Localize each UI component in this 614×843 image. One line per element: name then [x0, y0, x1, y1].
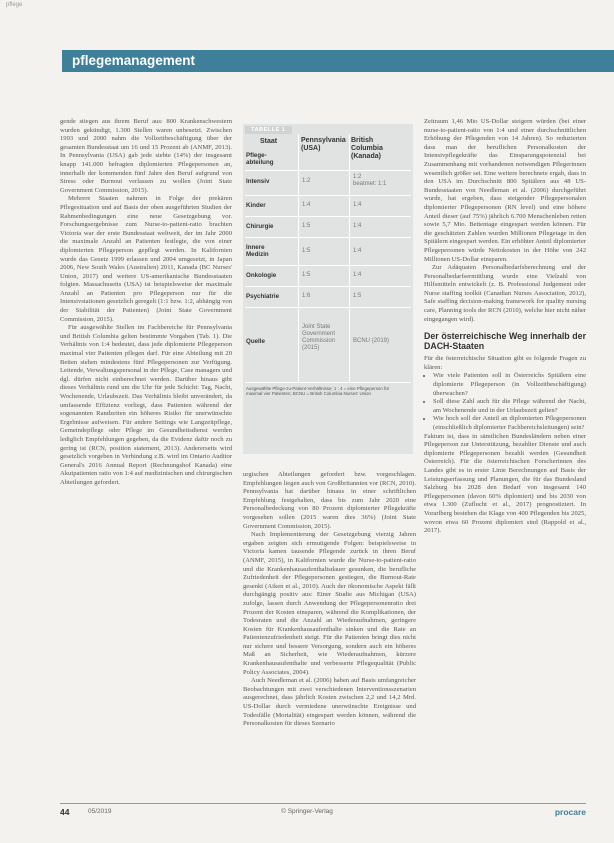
- table-divider: [298, 134, 299, 382]
- paragraph: urgischen Abteilungen gefordert bzw. vorgeschlagen. Empfehlungen liegen auch von Großbritannien vor (RCN, 2010). Pennsylvania hat darüber hinaus in einer schriftlichen Empfehlung festgehalten, dass bis zum Jahr 2020 eine Personalbedeckung von 80 Prozent diplomierter Pflegekräfte vorgesehen sollen (2015 waren dies 36%) (Joint State Government Commission, 2015).: [243, 471, 416, 530]
- list-item: • Wie viele Patienten soll in Österreichs Spitälern eine diplomierte Pflegeperson (in Vollzeitbeschäftigung) überwachen?: [433, 372, 586, 398]
- table-divider: [245, 195, 411, 196]
- column-1: [60, 118, 232, 488]
- table-divider: [245, 382, 411, 383]
- table-row-label: Quelle: [246, 338, 265, 345]
- table-divider: [245, 216, 411, 217]
- section-banner: pflegemanagement: [62, 50, 614, 72]
- table-cell: Joint State Government Commission (2015): [302, 324, 336, 351]
- page-number: 44: [60, 807, 70, 817]
- table-row-label: Psychiatrie: [246, 293, 280, 300]
- paragraph: gende stiegen aus ihrem Beruf aus: 800 Krankenschwestern wurden gekündigt, 1.300 Stellen waren unbesetzt. Zwischen 1993 und 2000 nahm die Vollzeitbeschäftigung über der gesamten Bundesstaat um 16 und 15 Prozent ab (ANMF, 2013). In Pennsylvania (USA) gab jede siebte (14%) der insgesamt knapp 141.000 befragten diplomierten Pflegepersonen an, innerhalb der kommenden fünf Jahre den Beruf aufgrund von Stress oder Burnout verlassen zu wollen (Joint State Government Commission, 2015).: [60, 118, 232, 194]
- list-item: • Wie hoch soll der Anteil an diplomierten Pflegepersonen (einschließlich diplomierter Fachbereichsleitungen) sein?: [433, 415, 586, 432]
- table-cell: 1:4: [353, 202, 362, 208]
- table-header-british-columbia: British Columbia (Kanada): [351, 137, 383, 160]
- table-divider: [245, 237, 411, 238]
- corner-mark: pflege: [6, 2, 23, 8]
- table-label: TABELLE 1: [245, 126, 292, 134]
- table-divider: [245, 286, 411, 287]
- paragraph: Für ausgewählte Stellen im Fachbereiche für Pennsylvania und British Columbia gelten bestimmte Vorgaben (Tab. 1). Die Verhältnis von 1:4 bedeutet, dass jede diplomierte Pflegeperson maximal vier Patienten pflegen darf. Für eine Abteilung mit 20 Betten stehen mindestens fünf Pflegepersonen zur Verfügung. Leitende, Verwaltungspersonal in der Pflege, Case managers und dgl. dürfen nicht einberechnet werden. Darüber hinaus gibt dieses Verhältnis rund um die Uhr für jede Schicht: Tag, Nacht, Wochenende, Urlaubszeit. Das Verhältnis bleibt unverändert, da umfassende Effizienz vorliegt, dass Patienten während der sogenannten Randzeiten ein höheres Risiko für unerwünschte Ergebnisse aufweisen. Für andere Settings wie Langzeitpflege, Gemeindepflege oder Pflege im Gesundheitsdienst werden lediglich Empfehlungen gegeben, da die Evidenz dafür noch zu gering ist (RCN, position statement, 2013). Andererseits wird gesetzlich vorgeben in Verbindung z.B. wird im Ontario Auditor General's 2016 Annual Report (Rechnungshof Kanada) eine Akutpatienten ratio von 1:4 auf medizinischen und chirurgischen Abteilungen gefordert.: [60, 324, 232, 486]
- issue-label: 05/2019: [88, 808, 112, 815]
- table-row-label: Innere Medizin: [246, 244, 269, 258]
- list-item: • Soll diese Zahl auch für die Pflege während der Nacht, am Wochenende und in der Urlaubszeit gelten?: [433, 398, 586, 415]
- table-cell: 1:2: [302, 178, 311, 184]
- table-divider: [245, 265, 411, 266]
- paragraph: Zeitraum 1,46 Mio US-Dollar steigern würden (bei einer nurse-to-patient-ratio von 1:4 und einer durchschnittlichen Erhöhung der Pflegenden von 14 Jahren). So reduzierten dass man der beruflichen Personalkosten der Intensivpflegekräfte das Einsparungspotenzial bei Zusammenhang mit vorhandenen notwendigen Pflegerinnen wesentlich größer sei. Eine weitere berechnete ergab, dass in den USA im Durchschnitt 800 Spitälern aus 48 US-Bundesstaaten von Needleman et al. (2006) durchgeführt wurde, hat ergeben, dass steigender Pflegepersonalen diplomierter Pflegepersonen (RN level) und eine höhere Anteil dieser (auf 75%) jährlich 6.700 Menschenleben retten sowie 5,7 Mio. Bettentage eingespart werden können. Für die geschätzten Zahlen wurden Millionen Pflegetage in den Spitälern eingespart werden. Ein erhöhter Anteil diplomierter Pflegepersonen würde Nettokosten in der Höhe von 242 Millionen US-Dollar einsparen.: [424, 118, 586, 263]
- table-cell: BCNU (2019): [353, 338, 390, 344]
- paragraph: Für die österreichische Situation gibt es folgende Fragen zu klären:: [424, 355, 586, 371]
- table-row-label: Onkologie: [246, 272, 277, 279]
- footer-divider: [60, 803, 586, 804]
- table-cell: 1:4: [353, 248, 362, 254]
- table-cell: 1:5: [353, 293, 362, 299]
- paragraph: Faktum ist, dass in sämtlichen Bundesländern neben einer Pflegeperson zur Unterstützung, bezahlter Dienste und auch diplomierte Pflegepersonen bezahlt werden (Gesundheit Österreich). Für die österreichischen Forscherinnen des Landes gibt es in erster Linie Berechnungen auf Basis der Leistungserfassung und Planungen, die für das Bundesland Salzburg bis 2028 den Bedarf von insgesamt 140 Pflegepersonen (davon 60% diplomiert) und bis 2030 von etwa 1.300 (Zuflucht et al., 2017) prognostiziert. In Vorarlberg bestehen die Klage von 400 Pflegenden bis 2025, wovon etwa 60 Prozent diplomiert sind (Rappold et al., 2017).: [424, 432, 586, 535]
- paragraph: Zur Adäquaten Personalbedarfsberechnung und der Personalbedarfsermittlung wurde eine Vielzahl von Hilfsmitteln entwickelt (z. B. Professional Judgement oder Nurse staffing toolkit (Canadian Nurses Association, 2012), Safe staffing decision-making framework for quality nursing care, Planning tools der RCN (2010), welche hier nicht näher eingegangen wird).: [424, 264, 586, 323]
- table-cell: 1:5: [302, 248, 311, 254]
- paragraph: Auch Needleman et al. (2006) haben auf Basis umfangreicher Beobachtungen mit zwei verschiedenen Interventionsszenarien ausgerechnet, dass jährlich Kosten zwischen 2,2 und 14,2 Mrd. US-Dollar durch vermiedene unerwünschte Ereignisse und Todesfälle (Mortalität) eingespart werden können, während die Personalkosten für dieses Szenario: [243, 677, 416, 728]
- table-divider: [245, 307, 411, 308]
- table-cell: 1:2 beatmet: 1:1: [353, 174, 387, 187]
- table-cell: 1:4: [302, 202, 311, 208]
- table-cell: 1:4: [353, 272, 362, 278]
- column-2: [243, 471, 416, 729]
- table-cell: 1:5: [302, 272, 311, 278]
- section-heading: Der österreichische Weg innerhalb der DACH-Staaten: [424, 331, 586, 352]
- magazine-name: procare: [554, 807, 586, 817]
- table-row-label: Chirurgie: [246, 223, 274, 230]
- table-cell: 1:6: [302, 293, 311, 299]
- table-cell: 1:5: [302, 223, 311, 229]
- paragraph: Mehrere Staaten nahmen in Folge der prekären Pflegesituation und auf Basis der oben ausgeführten Studien der Rahmenbedingungen eine neue Gesetzgebung vor. Forschungsergebnisse zum Nurse-to-patient-ratio brachten Victoria war der erste Bundesstaat weltweit, der im Jahr 2000 die maximale Anzahl an Patienten festlegte, die von einer diplomierten Pflegeperson gepflegt werden. In Kalifornien wurde das Gesetz 1999 erlassen und 2004 umgesetzt, in Japan 2006, New South Wales (Australien) 2011, Kanada (BC Nurses' Union, 2017) und weitere US-amerikanische Bundesstaaten folgten. Massachusetts (USA) ist beispielsweise der maximale Anzahl an Patienten pro Pflegeperson nur für die Intensivstationen gesetzlich geregelt (1:1 bzw. 1:2, abhängig von der Stabilität der Patienten) (Joint State Government Commission, 2015).: [60, 195, 232, 323]
- table-row-label: Kinder: [246, 202, 266, 209]
- table-cell: 1:4: [353, 223, 362, 229]
- bullet-list: [424, 372, 586, 432]
- table-divider: [245, 170, 411, 171]
- table-1: [243, 124, 413, 454]
- table-row-label: Intensiv: [246, 178, 270, 185]
- table-divider: [349, 134, 350, 382]
- table-header-pennsylvania: Pennsylvania (USA): [301, 137, 346, 152]
- column-3: [424, 118, 586, 536]
- table-header-pflege: Pflege- abteilung: [246, 152, 274, 167]
- table-header-staat: Staat: [260, 138, 278, 145]
- paragraph: Nach Implementierung der Gesetzgebung vierzig Jahren ergaben zeigten sich ermutigende Folgen: beispielsweise in Victoria kamen tausende Pflegende zurück in ihren Beruf (ANMF, 2015), in Kalifornien wurde die Nurse-to-patient-ratio und die Krankenhausaufenthaltsdauer gesunken, die berufliche Zufriedenheit der Pflegepersonen gestiegen, die Burnout-Rate gesenkt (Aiken et al., 2010). Auch der ökonomische Aspekt fällt durchgängig positiv aus: Einer Studie aus Michigan (USA) zufolge, lassen durch Anwendung der Pflegepersonenratio drei Prozent der Kosten einsparen, während die Komplikationen, der Todesraten und die Anzahl an Wiederaufnahmen, geringere Kosten für Krankenhausaufenthalte sinken und die Rate an Patientenzufriedenheit steigt. Für die Patienten bringt dies nicht nur sichere und bessere Versorgung, sondern auch ein höheres Maß an Sicherheit, wie Wiederaufnahmen, kürzere Krankenhausaufenthalte und verbesserte Pflegequalität (Public Policy Associates, 2004).: [243, 531, 416, 676]
- table-footnote: Ausgewählte Pflege-zu-Patient-Verhältnisse; 1 : 4 = eine Pflegeperson für maximal vier Patienten; BCNU = British Columbia Nurses' Union: [246, 386, 390, 397]
- publisher-label: © Springer-Verlag: [281, 808, 333, 815]
